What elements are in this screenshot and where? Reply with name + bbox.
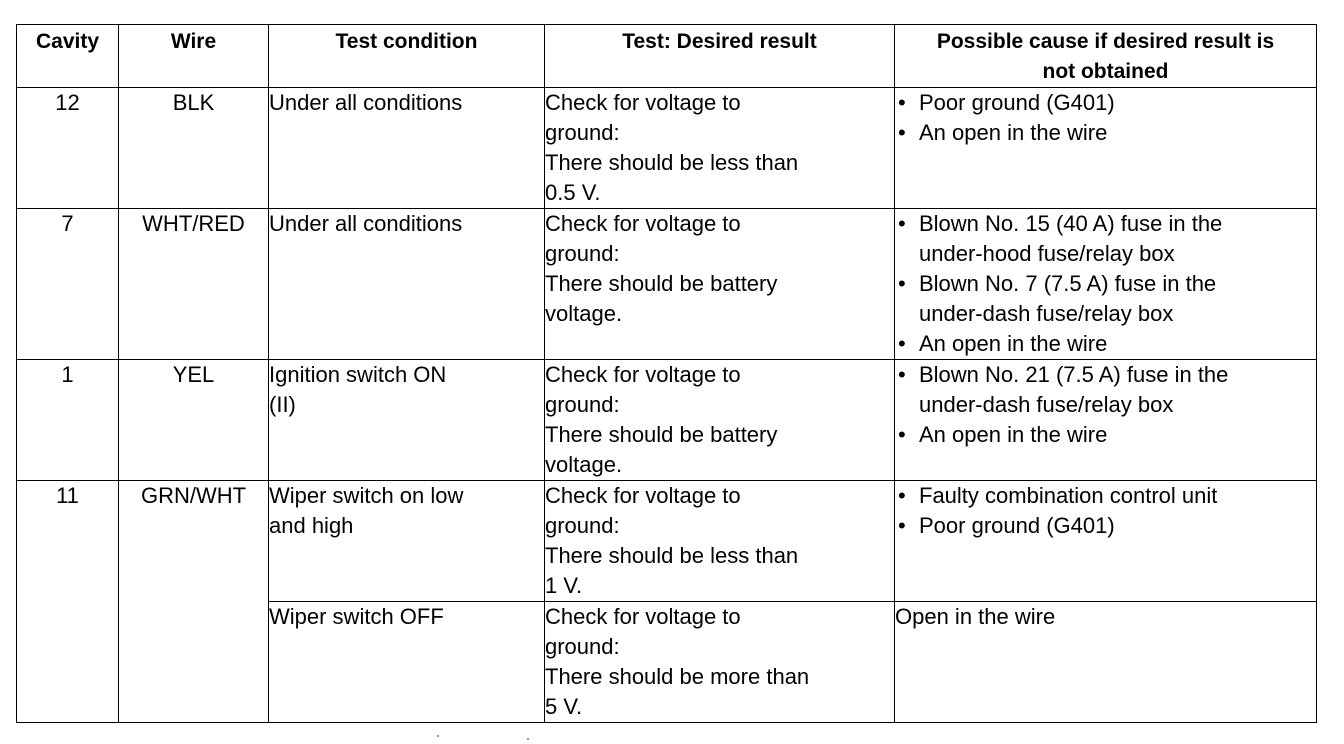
- test-condition-line: and high: [269, 513, 354, 538]
- bullet-icon: •: [898, 331, 906, 356]
- desired-result-cell: [545, 360, 895, 481]
- desired-result-line: There should be less than: [545, 150, 799, 175]
- possible-cause-cell: [895, 481, 1317, 602]
- possible-cause-cell: [895, 602, 1317, 723]
- bullet-icon: •: [898, 513, 906, 538]
- wiring-test-table: [16, 24, 1317, 723]
- cause-item: [895, 511, 1316, 541]
- desired-result-line: There should be battery: [545, 271, 778, 296]
- header-possible-cause-line1: Possible cause if desired result is: [936, 30, 1275, 53]
- bullet-icon: •: [898, 90, 906, 115]
- scan-speck: [437, 735, 439, 737]
- cause-item: [895, 118, 1316, 148]
- header-wire: Wire: [119, 25, 269, 88]
- desired-result-line: ground:: [545, 241, 620, 266]
- desired-result-cell: [545, 602, 895, 723]
- bullet-icon: •: [898, 271, 906, 296]
- wire-cell: GRN/WHT: [119, 481, 269, 723]
- desired-result-cell: [545, 209, 895, 360]
- test-condition-line: Wiper switch OFF: [269, 604, 444, 629]
- cause-line: under-dash fuse/relay box: [919, 392, 1174, 417]
- desired-result-line: 1 V.: [545, 573, 583, 598]
- scan-speck: [527, 738, 529, 740]
- desired-result-cell: [545, 481, 895, 602]
- cause-item: [895, 209, 1316, 269]
- cause-list: [895, 88, 1316, 148]
- test-condition-cell: [269, 360, 545, 481]
- table-header-row: [17, 25, 1317, 88]
- desired-result-line: 5 V.: [545, 694, 583, 719]
- cause-list: [895, 209, 1316, 359]
- desired-result-line: Check for voltage to: [545, 483, 741, 508]
- test-condition-cell: [269, 88, 545, 209]
- desired-result-cell: [545, 88, 895, 209]
- cause-line: Open in the wire: [895, 604, 1056, 629]
- cause-line: Blown No. 15 (40 A) fuse in the: [919, 211, 1223, 236]
- possible-cause-cell: [895, 360, 1317, 481]
- cause-line: An open in the wire: [919, 331, 1108, 356]
- cause-line: Poor ground (G401): [919, 513, 1115, 538]
- cause-list: [895, 481, 1316, 541]
- cause-item: [895, 481, 1316, 511]
- table-row: [17, 481, 1317, 602]
- cause-item: [895, 329, 1316, 359]
- bullet-icon: •: [898, 211, 906, 236]
- desired-result-line: ground:: [545, 634, 620, 659]
- cavity-cell: 11: [17, 481, 119, 723]
- cause-line: Blown No. 7 (7.5 A) fuse in the: [919, 271, 1217, 296]
- table-row: [17, 88, 1317, 209]
- table-row: [17, 360, 1317, 481]
- test-condition-line: Wiper switch on low: [269, 483, 464, 508]
- cause-list: [895, 360, 1316, 450]
- desired-result-line: ground:: [545, 513, 620, 538]
- cause-line: under-dash fuse/relay box: [919, 301, 1174, 326]
- desired-result-line: voltage.: [545, 452, 623, 477]
- bullet-icon: •: [898, 120, 906, 145]
- cause-line: An open in the wire: [919, 120, 1108, 145]
- cause-line: An open in the wire: [919, 422, 1108, 447]
- desired-result-line: ground:: [545, 392, 620, 417]
- cause-line: Faulty combination control unit: [919, 483, 1218, 508]
- test-condition-line: Under all conditions: [269, 90, 463, 115]
- possible-cause-cell: [895, 209, 1317, 360]
- header-cavity: Cavity: [17, 25, 119, 88]
- cavity-cell: 1: [17, 360, 119, 481]
- desired-result-line: Check for voltage to: [545, 90, 741, 115]
- desired-result-line: There should be battery: [545, 422, 778, 447]
- wire-cell: YEL: [119, 360, 269, 481]
- desired-result-line: There should be more than: [545, 664, 810, 689]
- test-condition-cell: [269, 209, 545, 360]
- cause-line: Poor ground (G401): [919, 90, 1115, 115]
- desired-result-line: 0.5 V.: [545, 180, 601, 205]
- header-test-result: Test: Desired result: [545, 25, 895, 88]
- desired-result-line: Check for voltage to: [545, 604, 741, 629]
- cause-item: [895, 420, 1316, 450]
- possible-cause-cell: [895, 88, 1317, 209]
- cause-item: [895, 360, 1316, 420]
- cause-item: [895, 88, 1316, 118]
- table-row: [17, 209, 1317, 360]
- bullet-icon: •: [898, 362, 906, 387]
- desired-result-line: Check for voltage to: [545, 211, 741, 236]
- cause-item: [895, 269, 1316, 329]
- test-condition-cell: [269, 481, 545, 602]
- desired-result-line: There should be less than: [545, 543, 799, 568]
- test-condition-cell: [269, 602, 545, 723]
- cavity-cell: 7: [17, 209, 119, 360]
- header-possible-cause: [895, 25, 1317, 88]
- test-condition-line: Ignition switch ON: [269, 362, 447, 387]
- bullet-icon: •: [898, 483, 906, 508]
- header-test-condition: Test condition: [269, 25, 545, 88]
- desired-result-line: ground:: [545, 120, 620, 145]
- desired-result-line: Check for voltage to: [545, 362, 741, 387]
- wire-cell: BLK: [119, 88, 269, 209]
- test-condition-line: Under all conditions: [269, 211, 463, 236]
- desired-result-line: voltage.: [545, 301, 623, 326]
- bullet-icon: •: [898, 422, 906, 447]
- cause-line: under-hood fuse/relay box: [919, 241, 1175, 266]
- header-possible-cause-line2: not obtained: [1042, 60, 1169, 83]
- cavity-cell: 12: [17, 88, 119, 209]
- cause-line: Blown No. 21 (7.5 A) fuse in the: [919, 362, 1229, 387]
- wire-cell: WHT/RED: [119, 209, 269, 360]
- test-condition-line: (II): [269, 392, 296, 417]
